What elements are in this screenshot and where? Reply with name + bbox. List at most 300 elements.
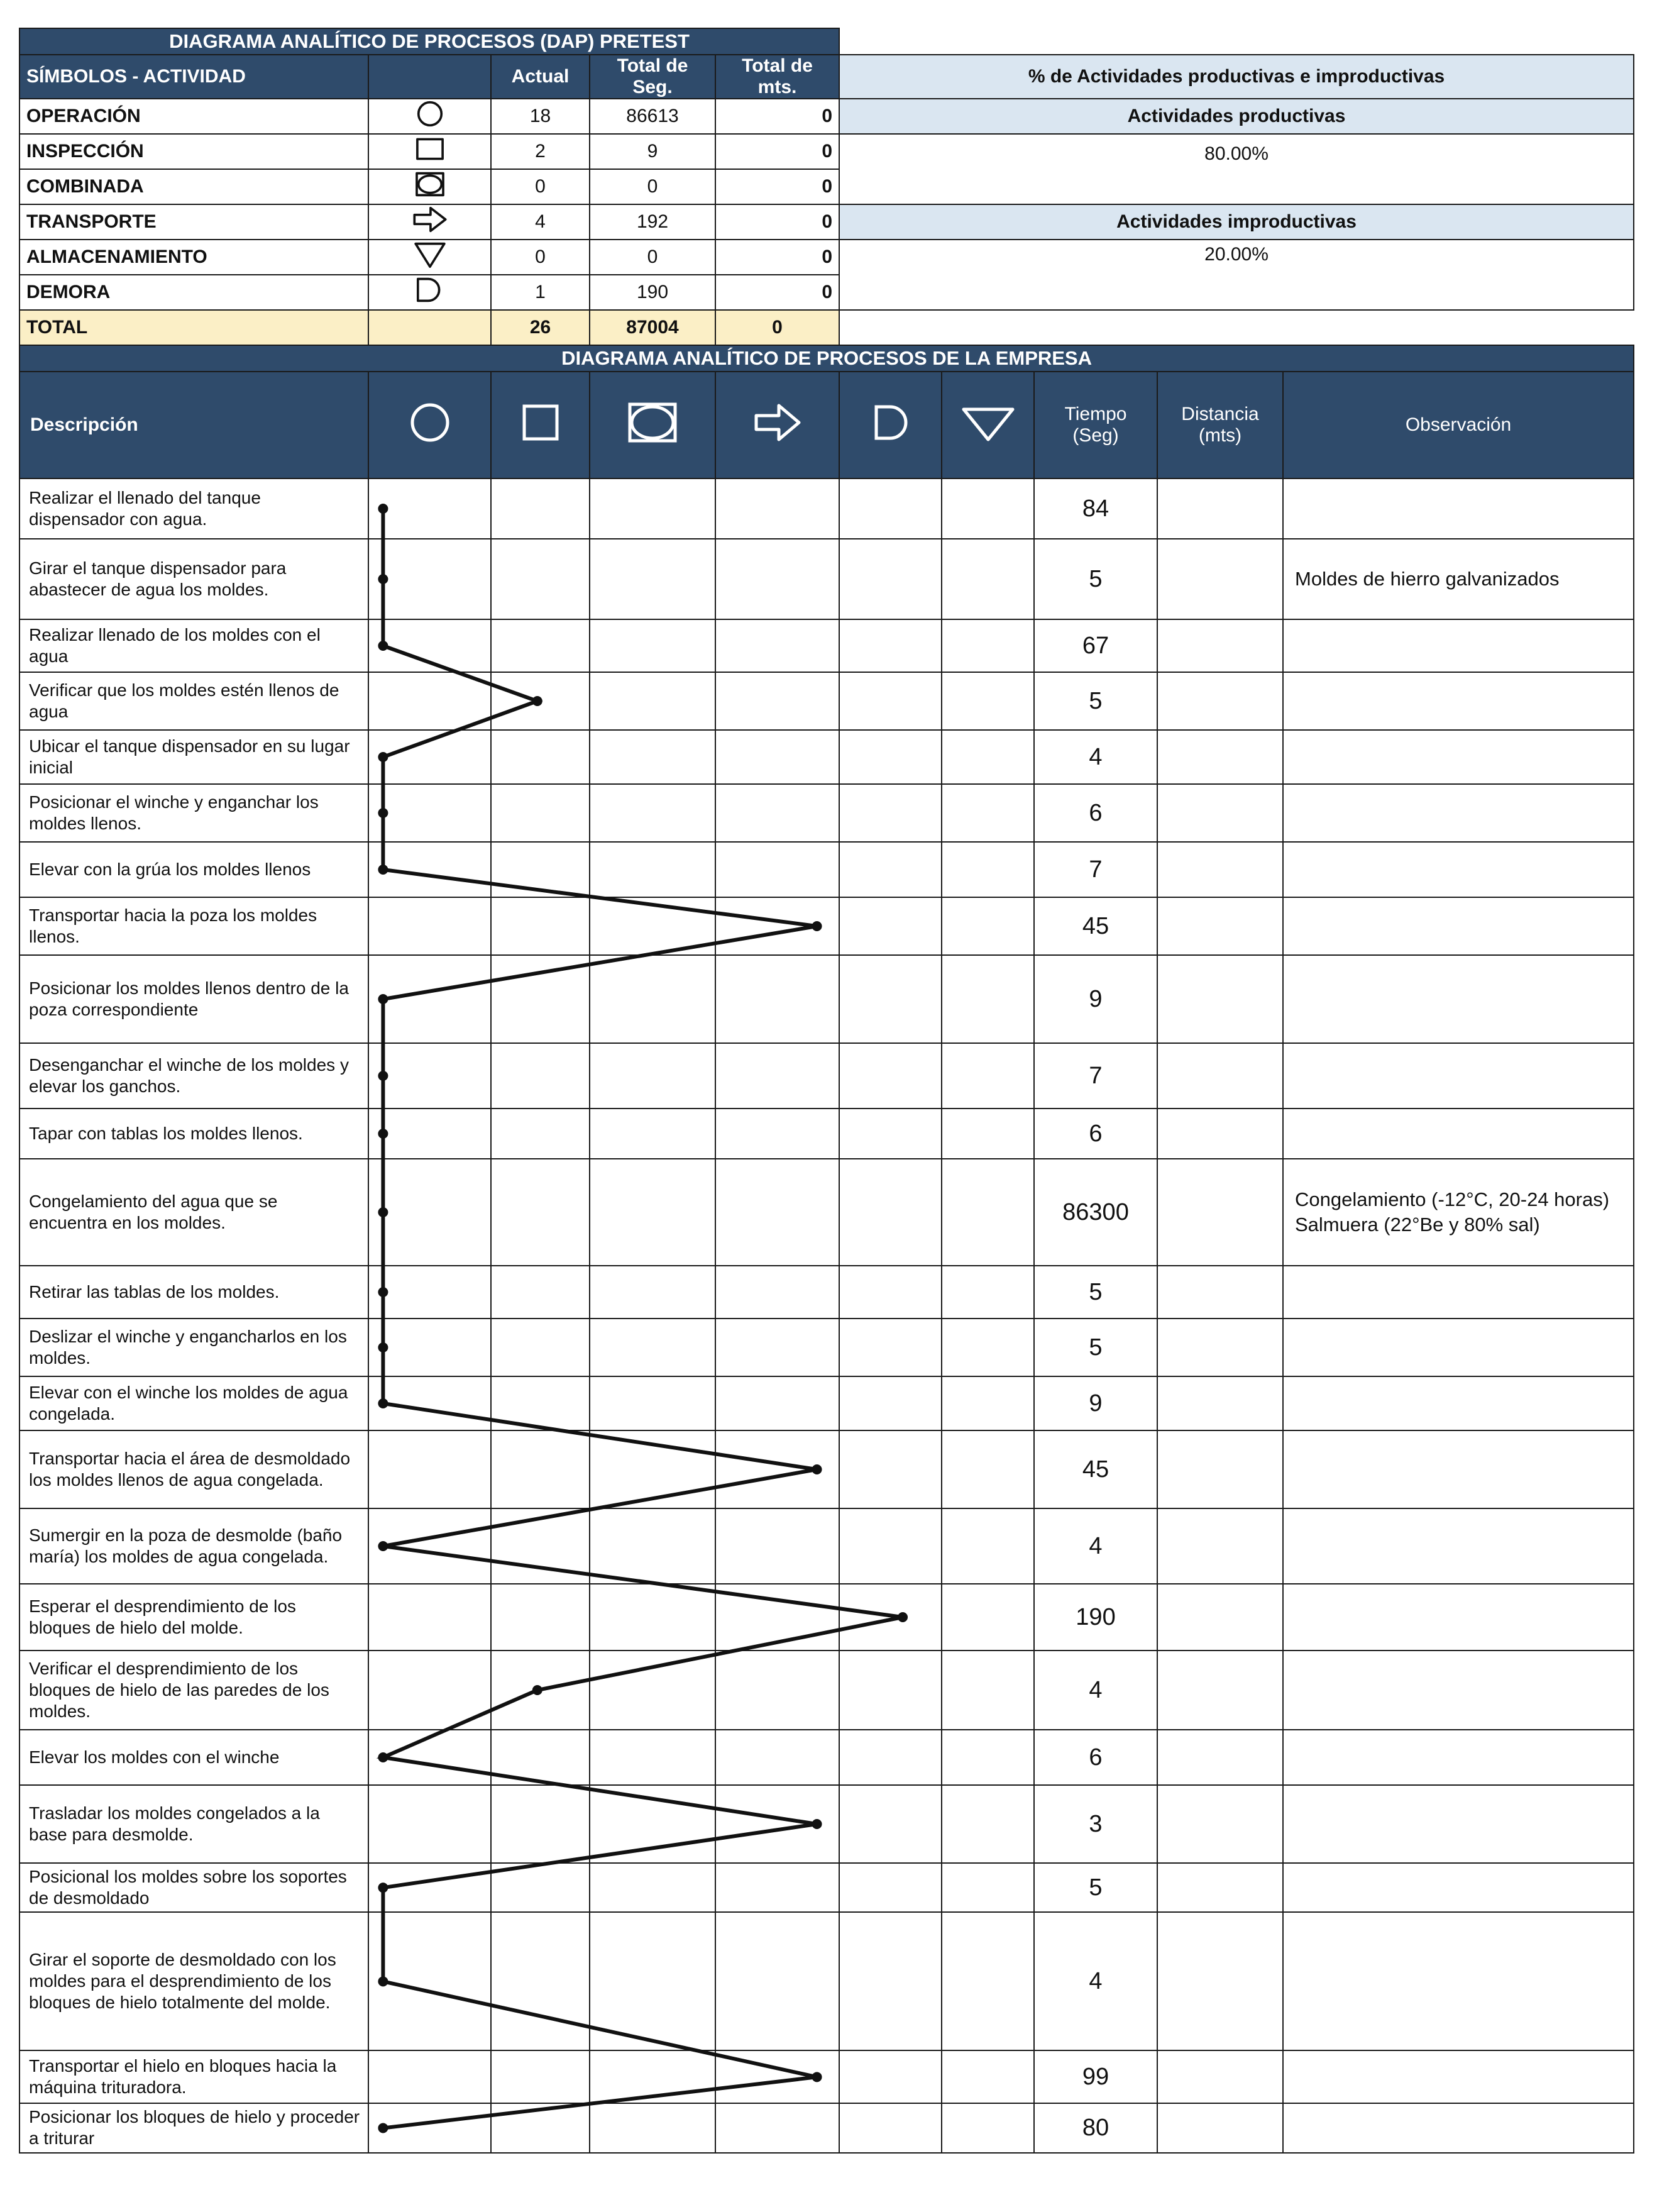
symbol-cell (368, 672, 491, 730)
activity-actual: 4 (491, 204, 590, 240)
step-distance (1157, 1376, 1283, 1430)
total-seg: 87004 (590, 310, 715, 345)
symbol-cell (839, 955, 942, 1043)
process-step-row (19, 1430, 1634, 1508)
activity-mts: 0 (715, 240, 839, 275)
symbol-cell (942, 897, 1034, 955)
step-time: 6 (1034, 1109, 1157, 1159)
step-description: Deslizar el winche y engancharlos en los moldes. (19, 1319, 368, 1376)
activity-symbol (368, 204, 491, 240)
symbol-cell (715, 1508, 839, 1584)
step-distance (1157, 897, 1283, 955)
productive-label: Actividades productivas (839, 99, 1634, 134)
step-description: Retirar las tablas de los moldes. (19, 1266, 368, 1319)
symbol-cell (715, 1319, 839, 1376)
productive-value: 80.00% (839, 134, 1634, 204)
process-step-row (19, 1159, 1634, 1266)
step-time: 4 (1034, 1508, 1157, 1584)
square-icon (410, 135, 450, 163)
symbol-cell (368, 1584, 491, 1651)
header-arrow-right-icon (715, 372, 839, 478)
symbol-cell (491, 1508, 590, 1584)
symbol-cell (715, 1584, 839, 1651)
symbol-cell (942, 539, 1034, 619)
symbol-cell (590, 730, 715, 784)
symbol-cell (590, 1651, 715, 1730)
dap-table (19, 28, 1634, 2154)
symbol-cell (491, 619, 590, 672)
symbol-cell (491, 842, 590, 897)
symbol-cell (590, 1508, 715, 1584)
step-observation (1283, 1319, 1634, 1376)
symbol-cell (942, 1584, 1034, 1651)
step-description: Realizar llenado de los moldes con el agua (19, 619, 368, 672)
symbol-cell (839, 1319, 942, 1376)
symbol-cell (590, 2050, 715, 2103)
step-time: 4 (1034, 1651, 1157, 1730)
process-step-row (19, 897, 1634, 955)
step-distance (1157, 1266, 1283, 1319)
symbol-cell (491, 1730, 590, 1785)
symbol-cell (715, 1159, 839, 1266)
symbol-cell (368, 1912, 491, 2050)
symbol-cell (590, 1319, 715, 1376)
step-time: 5 (1034, 672, 1157, 730)
step-description: Ubicar el tanque dispensador en su lugar inicial (19, 730, 368, 784)
step-time: 67 (1034, 619, 1157, 672)
step-description: Transportar el hielo en bloques hacia la máquina trituradora. (19, 2050, 368, 2103)
step-time: 190 (1034, 1584, 1157, 1651)
symbol-cell (491, 1785, 590, 1863)
symbol-cell (590, 1109, 715, 1159)
step-description: Trasladar los moldes congelados a la base para desmolde. (19, 1785, 368, 1863)
symbol-cell (839, 2050, 942, 2103)
header-combined-icon (590, 372, 715, 478)
step-time: 9 (1034, 955, 1157, 1043)
symbol-cell (839, 730, 942, 784)
process-step-row (19, 1109, 1634, 1159)
step-observation (1283, 1376, 1634, 1430)
symbol-cell (839, 1159, 942, 1266)
activity-symbol (368, 240, 491, 275)
symbol-cell (942, 1508, 1034, 1584)
step-time: 4 (1034, 730, 1157, 784)
activity-mts: 0 (715, 275, 839, 310)
process-step-row (19, 2050, 1634, 2103)
step-distance (1157, 1043, 1283, 1109)
circle-icon (410, 99, 450, 128)
symbol-cell (715, 1912, 839, 2050)
symbol-cell (942, 2050, 1034, 2103)
step-description: Elevar los moldes con el winche (19, 1730, 368, 1785)
symbol-cell (491, 730, 590, 784)
symbol-cell (839, 619, 942, 672)
symbol-cell (942, 478, 1034, 539)
symbol-cell (368, 1651, 491, 1730)
step-observation (1283, 1109, 1634, 1159)
symbol-cell (491, 1430, 590, 1508)
step-distance (1157, 1430, 1283, 1508)
step-description: Verificar el desprendimiento de los bloques de hielo de las paredes de los moldes. (19, 1651, 368, 1730)
step-observation (1283, 619, 1634, 672)
step-observation: Moldes de hierro galvanizados (1283, 539, 1634, 619)
step-description: Posicional los moldes sobre los soportes de desmoldado (19, 1863, 368, 1912)
step-distance (1157, 539, 1283, 619)
symbol-cell (491, 955, 590, 1043)
step-description: Elevar con el winche los moldes de agua congelada. (19, 1376, 368, 1430)
symbol-cell (368, 897, 491, 955)
symbol-cell (491, 2050, 590, 2103)
symbol-cell (368, 1863, 491, 1912)
symbol-cell (715, 784, 839, 842)
step-time: 5 (1034, 1266, 1157, 1319)
symbol-cell (839, 1912, 942, 2050)
symbol-cell (839, 1109, 942, 1159)
symbol-cell (491, 1109, 590, 1159)
step-time: 99 (1034, 2050, 1157, 2103)
symbol-cell (590, 897, 715, 955)
symbol-cell (942, 1159, 1034, 1266)
symbol-cell (942, 1785, 1034, 1863)
step-distance (1157, 1651, 1283, 1730)
symbol-cell (368, 1266, 491, 1319)
symbol-cell (368, 1376, 491, 1430)
step-time: 7 (1034, 1043, 1157, 1109)
step-observation (1283, 784, 1634, 842)
activity-actual: 1 (491, 275, 590, 310)
step-observation (1283, 1912, 1634, 2050)
symbol-cell (715, 1266, 839, 1319)
process-step-row (19, 1651, 1634, 1730)
activity-actual: 0 (491, 240, 590, 275)
step-description: Elevar con la grúa los moldes llenos (19, 842, 368, 897)
step-observation (1283, 842, 1634, 897)
process-step-row (19, 1508, 1634, 1584)
distance-header: Distancia (mts) (1157, 372, 1283, 478)
symbol-cell (491, 897, 590, 955)
total-mts: 0 (715, 310, 839, 345)
activity-seg: 192 (590, 204, 715, 240)
symbol-cell (839, 1266, 942, 1319)
symbol-cell (368, 1109, 491, 1159)
process-step-row (19, 1043, 1634, 1109)
symbol-cell (715, 2050, 839, 2103)
symbol-cell (715, 478, 839, 539)
process-step-row (19, 1266, 1634, 1319)
activity-mts: 0 (715, 99, 839, 134)
step-description: Posicionar los moldes llenos dentro de la poza correspondiente (19, 955, 368, 1043)
process-step-row (19, 1863, 1634, 1912)
step-description: Girar el tanque dispensador para abastecer de agua los moldes. (19, 539, 368, 619)
symbol-cell (715, 1730, 839, 1785)
process-step-row (19, 1319, 1634, 1376)
symbol-cell (839, 1651, 942, 1730)
step-observation (1283, 1785, 1634, 1863)
symbol-cell (942, 1912, 1034, 2050)
process-step-row (19, 842, 1634, 897)
symbol-cell (590, 1584, 715, 1651)
symbol-cell (942, 619, 1034, 672)
symbol-cell (491, 1376, 590, 1430)
symbol-cell (942, 1730, 1034, 1785)
symbol-cell (491, 478, 590, 539)
symbol-cell (491, 672, 590, 730)
step-distance (1157, 478, 1283, 539)
step-distance (1157, 619, 1283, 672)
step-description: Transportar hacia el área de desmoldado los moldes llenos de agua congelada. (19, 1430, 368, 1508)
activity-symbol (368, 134, 491, 169)
symbol-cell (491, 1319, 590, 1376)
symbol-cell (368, 1043, 491, 1109)
step-distance (1157, 784, 1283, 842)
symbol-cell (368, 784, 491, 842)
symbol-cell (839, 478, 942, 539)
symbol-cell (839, 539, 942, 619)
step-time: 45 (1034, 897, 1157, 955)
symbol-cell (715, 2103, 839, 2152)
symbol-cell (590, 842, 715, 897)
symbol-cell (839, 842, 942, 897)
step-observation (1283, 2050, 1634, 2103)
actual-header: Actual (491, 55, 590, 99)
symbol-cell (715, 1863, 839, 1912)
symbol-cell (368, 955, 491, 1043)
activity-seg: 9 (590, 134, 715, 169)
step-observation (1283, 1508, 1634, 1584)
process-step-row (19, 1785, 1634, 1863)
step-observation: Congelamiento (-12°C, 20-24 horas) Salmuera (22°Be y 80% sal) (1283, 1159, 1634, 1266)
summary-row (19, 204, 1634, 240)
summary-row (19, 99, 1634, 134)
symbol-cell (839, 672, 942, 730)
step-distance (1157, 1584, 1283, 1651)
step-time: 5 (1034, 539, 1157, 619)
symbol-cell (491, 1266, 590, 1319)
symbol-cell (942, 1319, 1034, 1376)
step-description: Transportar hacia la poza los moldes llenos. (19, 897, 368, 955)
symbol-cell (590, 1430, 715, 1508)
step-description: Desenganchar el winche de los moldes y elevar los ganchos. (19, 1043, 368, 1109)
step-description: Sumergir en la poza de desmolde (baño maría) los moldes de agua congelada. (19, 1508, 368, 1584)
symbol-cell (942, 1043, 1034, 1109)
process-step-row (19, 1912, 1634, 2050)
step-distance (1157, 2103, 1283, 2152)
symbol-cell (839, 1508, 942, 1584)
header-delay-d-icon (839, 372, 942, 478)
step-observation (1283, 478, 1634, 539)
symbol-cell (368, 842, 491, 897)
symbol-cell (942, 1376, 1034, 1430)
step-distance (1157, 1508, 1283, 1584)
symbol-cell (942, 1109, 1034, 1159)
process-step-row (19, 2103, 1634, 2152)
process-step-row (19, 1584, 1634, 1651)
step-time: 45 (1034, 1430, 1157, 1508)
activity-seg: 0 (590, 240, 715, 275)
symbol-cell (590, 1785, 715, 1863)
step-distance (1157, 1785, 1283, 1863)
step-description: Esperar el desprendimiento de los bloques de hielo del molde. (19, 1584, 368, 1651)
step-observation (1283, 1863, 1634, 1912)
step-distance (1157, 1730, 1283, 1785)
summary-header-row (19, 55, 1634, 99)
symbol-cell (590, 672, 715, 730)
symbol-cell (715, 539, 839, 619)
symbol-cell (368, 478, 491, 539)
unproductive-label: Actividades improductivas (839, 204, 1634, 240)
symbol-cell (839, 2103, 942, 2152)
step-description: Posicionar el winche y enganchar los moldes llenos. (19, 784, 368, 842)
step-description: Congelamiento del agua que se encuentra en los moldes. (19, 1159, 368, 1266)
step-distance (1157, 1912, 1283, 2050)
symbol-cell (942, 2103, 1034, 2152)
step-description: Posicionar los bloques de hielo y proceder a triturar (19, 2103, 368, 2152)
step-distance (1157, 955, 1283, 1043)
symbol-cell (715, 730, 839, 784)
process-step-row (19, 784, 1634, 842)
step-distance (1157, 842, 1283, 897)
process-step-row (19, 539, 1634, 619)
process-step-row (19, 730, 1634, 784)
step-time: 80 (1034, 2103, 1157, 2152)
symbol-cell (942, 784, 1034, 842)
triangle-down-icon (410, 240, 450, 269)
header-triangle-down-icon (942, 372, 1034, 478)
symbol-cell (491, 1584, 590, 1651)
symbol-cell (839, 784, 942, 842)
process-header-row (19, 372, 1634, 478)
step-distance (1157, 730, 1283, 784)
step-observation (1283, 672, 1634, 730)
step-observation (1283, 730, 1634, 784)
percent-header: % de Actividades productivas e improductivas (839, 55, 1634, 99)
summary-row (19, 134, 1634, 169)
step-observation (1283, 1266, 1634, 1319)
symbol-cell (491, 784, 590, 842)
symbol-cell (590, 1266, 715, 1319)
symbol-cell (491, 2103, 590, 2152)
activity-symbol (368, 275, 491, 310)
activity-actual: 18 (491, 99, 590, 134)
description-header: Descripción (19, 372, 368, 478)
symbol-cell (590, 1376, 715, 1430)
symbol-cell (368, 1730, 491, 1785)
step-distance (1157, 672, 1283, 730)
step-distance (1157, 2050, 1283, 2103)
symbol-cell (715, 672, 839, 730)
symbol-cell (839, 1730, 942, 1785)
symbol-cell (839, 1043, 942, 1109)
symbol-cell (839, 1785, 942, 1863)
header-circle-icon (368, 372, 491, 478)
symbol-cell (715, 842, 839, 897)
total-seg-header: Total de Seg. (590, 55, 715, 99)
symbol-cell (491, 1863, 590, 1912)
step-time: 86300 (1034, 1159, 1157, 1266)
total-mts-header: Total de mts. (715, 55, 839, 99)
symbol-cell (491, 1159, 590, 1266)
symbol-cell (368, 619, 491, 672)
symbol-cell (942, 1430, 1034, 1508)
step-distance (1157, 1109, 1283, 1159)
step-description: Tapar con tablas los moldes llenos. (19, 1109, 368, 1159)
activity-name: INSPECCIÓN (19, 134, 368, 169)
delay-d-icon (410, 275, 450, 304)
symbol-cell (590, 539, 715, 619)
activity-seg: 190 (590, 275, 715, 310)
symbol-cell (942, 730, 1034, 784)
step-distance (1157, 1319, 1283, 1376)
activity-name: DEMORA (19, 275, 368, 310)
symbol-cell (491, 539, 590, 619)
observation-header: Observación (1283, 372, 1634, 478)
step-observation (1283, 1430, 1634, 1508)
total-label: TOTAL (19, 310, 368, 345)
symbol-cell (942, 1863, 1034, 1912)
summary-title: DIAGRAMA ANALÍTICO DE PROCESOS (DAP) PRETEST (19, 28, 839, 55)
symbol-cell (368, 1319, 491, 1376)
arrow-right-icon (410, 205, 450, 234)
symbol-cell (590, 1730, 715, 1785)
symbol-cell (942, 1266, 1034, 1319)
symbol-cell (368, 2103, 491, 2152)
step-observation (1283, 1651, 1634, 1730)
symbol-cell (715, 1651, 839, 1730)
unproductive-value: 20.00% (839, 240, 1634, 310)
symbol-cell (715, 955, 839, 1043)
symbol-cell (368, 1159, 491, 1266)
activity-header: SÍMBOLOS - ACTIVIDAD (19, 55, 368, 99)
symbol-cell (590, 619, 715, 672)
activity-name: COMBINADA (19, 169, 368, 204)
symbol-cell (368, 730, 491, 784)
step-observation (1283, 955, 1634, 1043)
step-time: 5 (1034, 1863, 1157, 1912)
symbol-cell (715, 1043, 839, 1109)
step-observation (1283, 897, 1634, 955)
symbol-cell (839, 1376, 942, 1430)
activity-mts: 0 (715, 134, 839, 169)
activity-mts: 0 (715, 204, 839, 240)
activity-seg: 86613 (590, 99, 715, 134)
symbol-cell (715, 1785, 839, 1863)
symbol-cell (715, 1376, 839, 1430)
process-title: DIAGRAMA ANALÍTICO DE PROCESOS DE LA EMPRESA (19, 345, 1634, 372)
step-description: Realizar el llenado del tanque dispensador con agua. (19, 478, 368, 539)
symbol-cell (368, 2050, 491, 2103)
symbol-cell (368, 539, 491, 619)
symbol-cell (715, 1109, 839, 1159)
symbol-cell (368, 1430, 491, 1508)
symbol-cell (590, 1159, 715, 1266)
activity-symbol (368, 169, 491, 204)
activity-name: ALMACENAMIENTO (19, 240, 368, 275)
activity-actual: 2 (491, 134, 590, 169)
symbol-cell (590, 1912, 715, 2050)
process-step-row (19, 478, 1634, 539)
symbol-cell (590, 955, 715, 1043)
symbol-cell (942, 1651, 1034, 1730)
step-time: 7 (1034, 842, 1157, 897)
step-time: 3 (1034, 1785, 1157, 1863)
step-observation (1283, 1584, 1634, 1651)
activity-symbol (368, 99, 491, 134)
summary-row (19, 240, 1634, 275)
symbol-cell (839, 1584, 942, 1651)
step-observation (1283, 2103, 1634, 2152)
activity-actual: 0 (491, 169, 590, 204)
symbol-cell (590, 478, 715, 539)
